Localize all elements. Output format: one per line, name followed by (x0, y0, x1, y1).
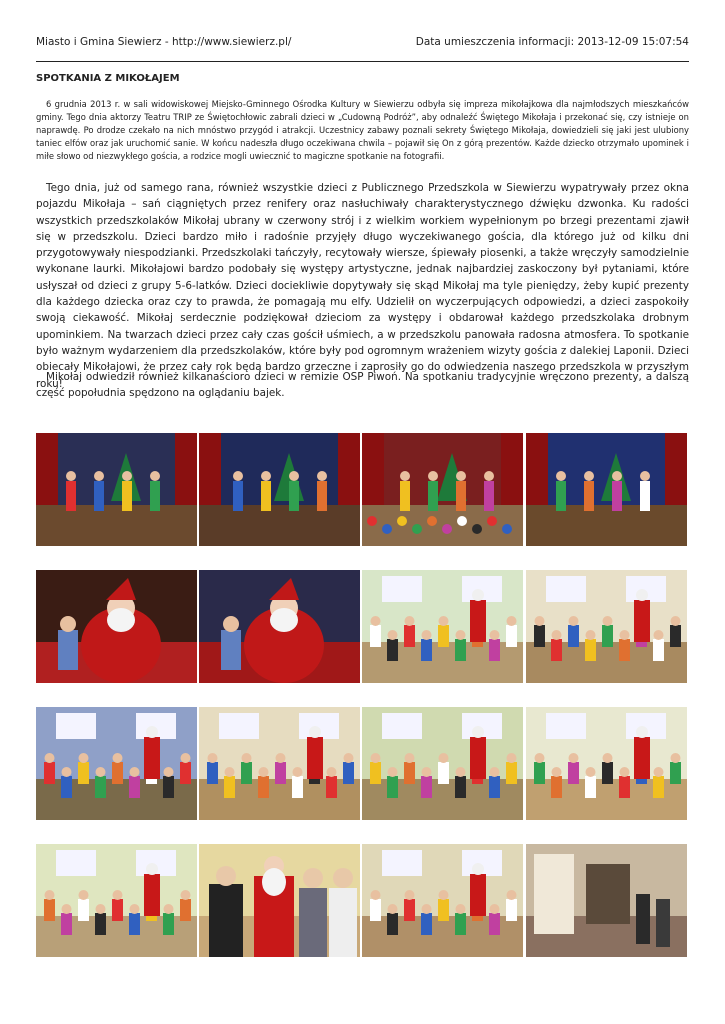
gallery-photo[interactable] (362, 707, 523, 820)
publish-date: Data umieszczenia informacji: 2013-12-09 15:07:54 (415, 36, 689, 48)
gallery-photo[interactable] (199, 707, 360, 820)
gallery-photo[interactable] (36, 433, 197, 546)
gallery-photo[interactable] (526, 844, 687, 957)
gallery-photo[interactable] (36, 707, 197, 820)
gallery-photo[interactable] (526, 570, 687, 683)
gallery-photo[interactable] (199, 433, 360, 546)
body-paragraph-1: Tego dnia, już od samego rana, również wszystkie dzieci z Publicznego Przedszkola w Siewierzu wypatrywały przez okna pojazdu Mikołaja – sań ciągniętych przez renifery oraz nasłuchiwały charakterystycznego dźwięku dzwonka. Ku radości wszystkich przedszkolaków Mikołaj ubrany w czerwony strój i z wielkim workiem wypełnionym po brzegi prezentami zjawił się w przedszkolu. Dzieci bardzo miło i radośnie przyjęły długo wyczekiwanego gościa, dla którego już od kilku dni przygotowywały niespodzianki. Przedszkolaki tańczyły, recytowały wiersze, śpiewały piosenki, a także wręczyły samodzielnie wykonane laurki. Mikołajowi bardzo podobały się występy artystyczne, jednak najbardziej zaskoczony był pytaniami, które usłyszał od dzieci z grupy 5-6-latków. Dzieci dociekliwie dopytywały się skąd Mikołaj ma tyle pieniędzy, żeby kupić prezenty dla każdego dziecka oraz czy to prawda, że pomagają mu elfy. Udzielił on wyczerpujących odpowiedzi, a dzieci zaspokoiły swoją ciekawość. Mikołaj serdecznie podziękował dzieciom za występy i obdarował każdego przedszkolaka drobnym upominkiem. Na twarzach dzieci przez cały czas gościł uśmiech, a w przedszkolu panowała radosna atmosfera. To spotkanie było ważnym wydarzeniem dla przedszkolaków, które były pod ogromnym wrażeniem wizyty gościa z dalekiej Laponii. Dzieci obiecały Mikołajowi, że przez cały rok będą bardzo grzeczne i zaprosiły go do odwiedzenia naszego przedszkola w przyszłym roku! (36, 182, 689, 390)
body-paragraph-2: Mikołaj odwiedził również kilkanaściorо dzieci w remizie OSP Piwoń. Na spotkaniu tradycyjnie wręczono prezenty, a dalszą część popołudnia spędzono na oglądaniu bajek. (36, 371, 689, 400)
gallery-photo[interactable] (36, 844, 197, 957)
gallery-photo[interactable] (362, 433, 523, 546)
site-url[interactable]: Miasto i Gmina Siewierz - http://www.siewierz.pl/ (36, 36, 292, 48)
gallery-photo[interactable] (199, 844, 360, 957)
gallery-photo[interactable] (526, 707, 687, 820)
gallery-photo[interactable] (36, 570, 197, 683)
article-title: SPOTKANIA Z MIKOŁAJEM (36, 73, 180, 84)
intro-paragraph: 6 grudnia 2013 r. w sali widowiskowej Miejsko-Gminnego Ośrodka Kultury w Siewierzu odbyła się impreza mikołajkowa dla najmłodszych mieszkańców gminy. Tego dnia aktorzy Teatru TRIP ze Świętochłowic zabrali dzieci w „Cudowną Podróż”, aby odnaleźć Świętego Mikołaja i przekonać się, czy istnieje on naprawdę. Po drodze czekało na nich mnóstwo przygód i atrakcji. Uczestnicy zabawy poznali sekrety Świętego Mikołaja, dowiedzieli się jaki jest ulubiony taniec elfów oraz jak uruchomić sanie. W końcu nadeszła długo oczekiwana chwila – pojawił się On z górą prezentów. Każde dziecko otrzymało upominek i miłe słowo od niezwykłego gościa, a rodzice mogli uwiecznić to magiczne spotkanie na fotografii. (36, 99, 689, 161)
gallery-photo[interactable] (362, 570, 523, 683)
gallery-photo[interactable] (526, 433, 687, 546)
gallery-photo[interactable] (199, 570, 360, 683)
page-header (36, 36, 689, 62)
gallery-photo[interactable] (362, 844, 523, 957)
